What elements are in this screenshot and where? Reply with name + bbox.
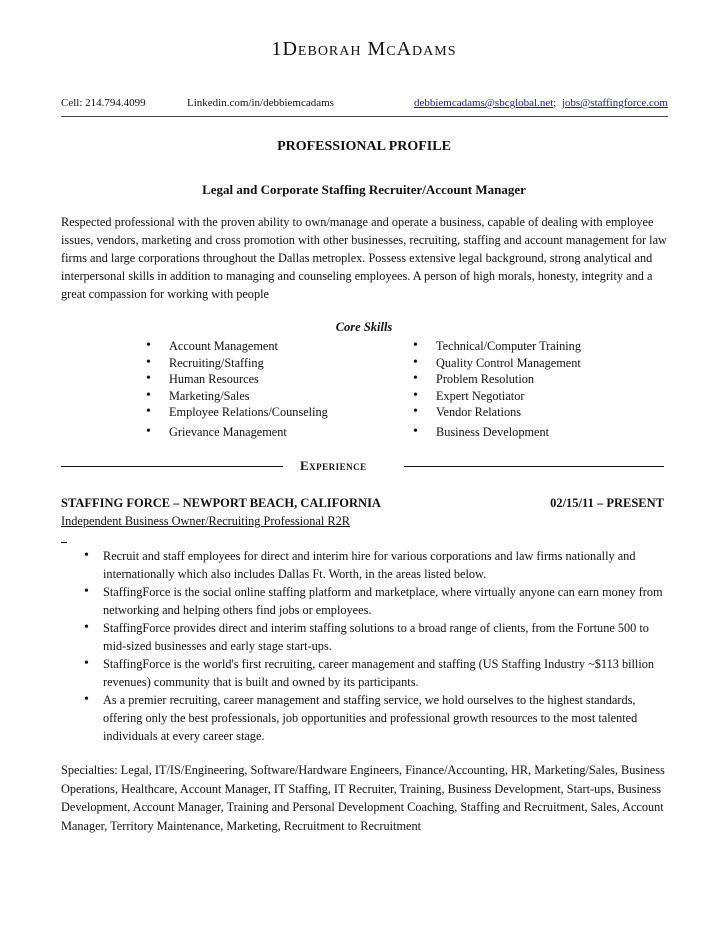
duties-list — [84, 547, 668, 745]
experience-divider-right — [404, 466, 664, 467]
blank-underline — [61, 530, 67, 545]
candidate-name: 1Deborah McAdams — [271, 38, 457, 60]
experience-heading: Experience — [300, 458, 367, 473]
skill-item: • Account Management — [146, 338, 328, 355]
profile-summary: Respected professional with the proven ability to own/manage and operate a business, capable of dealing with employee issues, vendors, marketing and cross promotion with other businesses, recruiting, staffing and account management for law firms and large corporations throughout the Dallas metroplex. Possess extensive legal background, strong analytical and interpersonal skills in addition to managing and counseling employees. A person of high morals, honesty, integrity and a great compassion for working with people — [61, 215, 667, 301]
core-skills-right-list — [413, 338, 581, 440]
skill-item: • Employee Relations/Counseling — [146, 404, 328, 421]
duty-item: • As a premier recruiting, career management and staffing service, we hold ourselves to the highest standards, offering only the best professionals, job opportunities and professional growth resources to the most talented individuals at every career stage. — [84, 691, 668, 745]
employment-dates: 02/15/11 – PRESENT — [550, 496, 664, 510]
duty-item: • StaffingForce is the social online staffing platform and marketplace, where virtually anyone can earn money from networking and helping others find jobs or employees. — [84, 583, 668, 619]
skill-item: • Problem Resolution — [413, 371, 581, 388]
profile-subtitle: Legal and Corporate Staffing Recruiter/Account Manager — [202, 182, 526, 197]
email-group — [414, 97, 668, 109]
duty-item: • StaffingForce provides direct and interim staffing solutions to a broad range of clients, from the Fortune 500 to mid-sized businesses and early stage start-ups. — [84, 619, 668, 655]
duty-item: • StaffingForce is the world's first recruiting, career management and staffing (US Staffing Industry ~$113 billion revenues) community that is built and owned by its participants. — [84, 655, 668, 691]
core-skills-heading: Core Skills — [335, 320, 393, 334]
employer-heading — [61, 496, 664, 511]
skill-item: • Quality Control Management — [413, 355, 581, 372]
profile-heading: PROFESSIONAL PROFILE — [277, 139, 451, 154]
linkedin-url: Linkedin.com/in/debbiemcadams — [187, 97, 334, 109]
email-link-work[interactable]: jobs@staffingforce.com — [561, 97, 668, 109]
skill-item: • Marketing/Sales — [146, 388, 328, 405]
duty-item: • Recruit and staff employees for direct and interim hire for various corporations and law firms nationally and internationally which also includes Dallas Ft. Worth, in the areas listed below. — [84, 547, 668, 583]
core-skills-left-list — [146, 338, 328, 440]
skill-item: • Human Resources — [146, 371, 328, 388]
job-title-text: Independent Business Owner/Recruiting Professional R2R — [61, 514, 350, 528]
skill-item: • Technical/Computer Training — [413, 338, 581, 355]
contact-line — [61, 97, 668, 117]
job-title — [61, 514, 380, 529]
skill-item: • Recruiting/Staffing — [146, 355, 328, 372]
skill-item: • Vendor Relations — [413, 404, 581, 421]
specialties-paragraph: Specialties: Legal, IT/IS/Engineering, Software/Hardware Engineers, Finance/Accounting, HR, Marketing/Sales, Business Operations, Healthcare, Account Manager, IT Staffing, IT Recruiter, Training, Business Development, Start-ups, Business Development, Account Manager, Training and Personal Development Coaching, Staffing and Recruitment, Sales, Account Manager, Territory Maintenance, Marketing, Recruitment to Recruitment — [61, 763, 665, 833]
skill-item: • Business Development — [413, 424, 581, 441]
skill-item: • Expert Negotiator — [413, 388, 581, 405]
experience-divider-left — [61, 466, 283, 467]
cell-phone: Cell: 214.794.4099 — [61, 97, 146, 109]
email-link-personal[interactable]: debbiemcadams@sbcglobal.net — [413, 97, 554, 109]
email-separator: ; — [553, 97, 557, 109]
skill-item: • Grievance Management — [146, 424, 328, 441]
employer-name: STAFFING FORCE – NEWPORT BEACH, CALIFORNIA — [61, 496, 381, 510]
